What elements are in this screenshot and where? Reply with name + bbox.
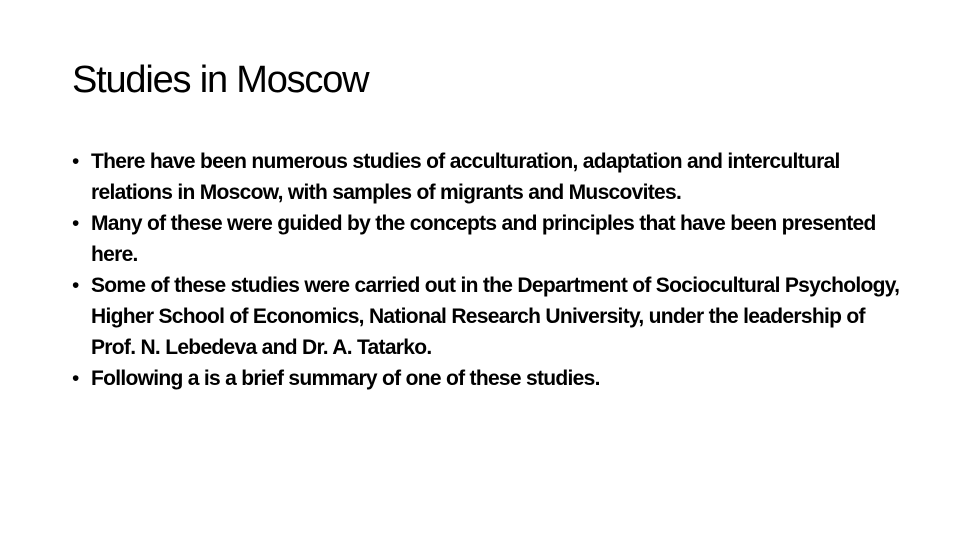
bullet-dot-icon: •	[72, 150, 79, 173]
bullet-item	[72, 363, 902, 394]
bullet-item	[72, 146, 902, 208]
slide-title: Studies in Moscow	[72, 59, 369, 101]
bullet-text: There have been numerous studies of acculturation, adaptation and intercultural relations in Moscow, with samples of migrants and Muscovites.	[91, 150, 840, 204]
bullet-dot-icon: •	[72, 212, 79, 235]
bullet-dot-icon: •	[72, 274, 79, 297]
bullet-dot-icon: •	[72, 367, 79, 390]
bullet-item	[72, 270, 902, 363]
bullet-text: Many of these were guided by the concepts and principles that have been presented here.	[91, 212, 876, 266]
bullet-item	[72, 208, 902, 270]
bullet-text: Following a is a brief summary of one of these studies.	[91, 367, 600, 390]
bullet-text: Some of these studies were carried out in the Department of Sociocultural Psychology, Higher School of Economics, National Research University, under the leadership of Prof. N. Lebedeva and Dr. A. Tatarko.	[91, 274, 900, 359]
bullet-list	[72, 146, 902, 394]
